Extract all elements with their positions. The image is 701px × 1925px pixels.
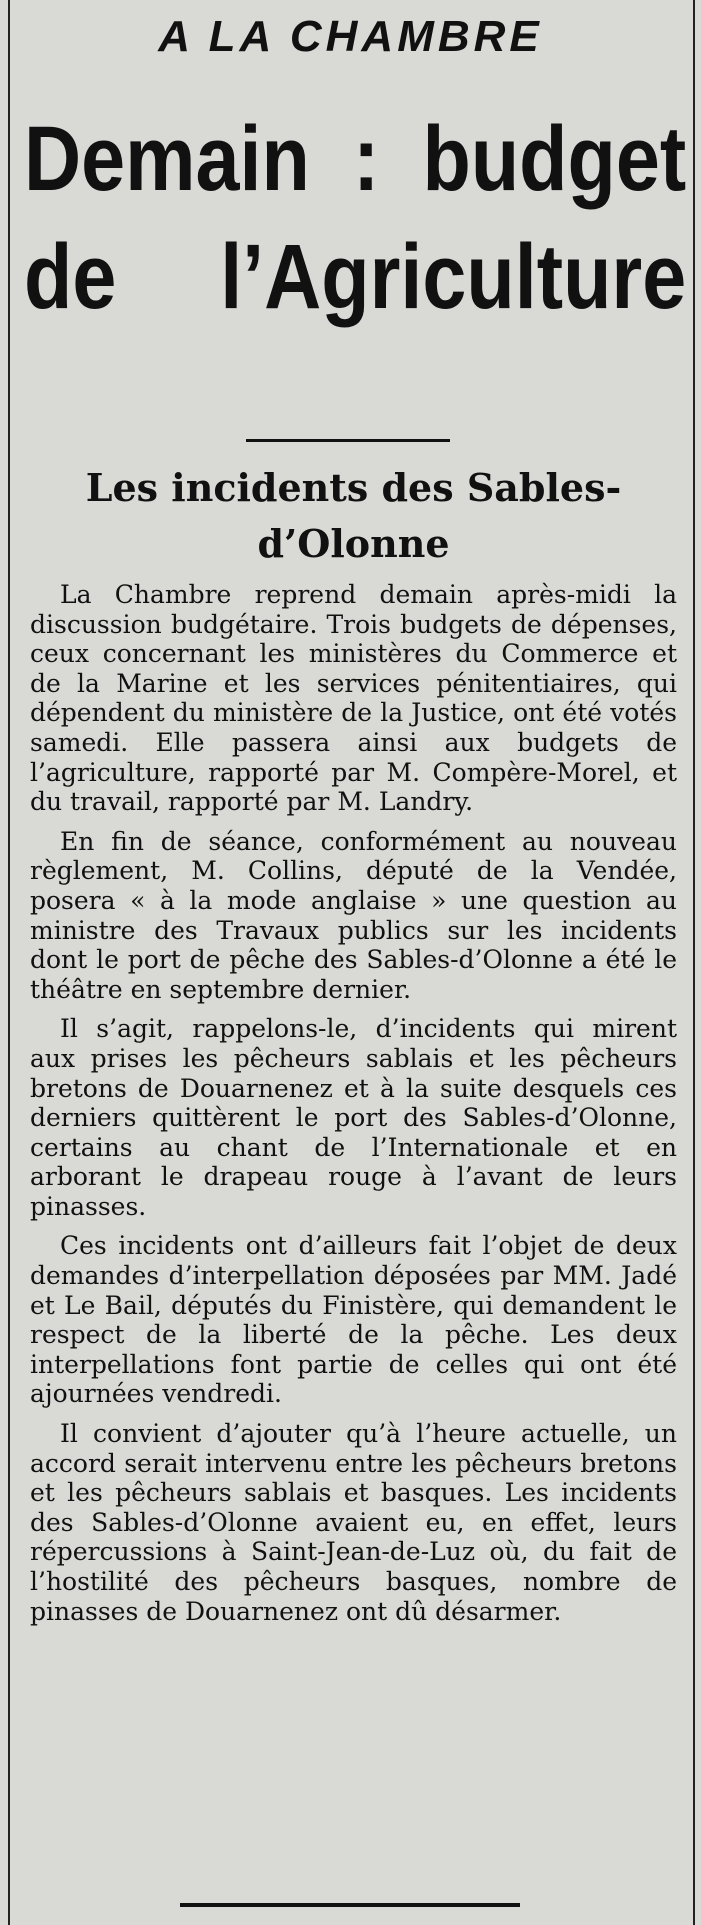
subheadline: Les incidents des Sables-d’Olonne	[85, 465, 622, 566]
paragraph: Il s’agit, rappelons-le, d’incidents qui mirent aux prises les pêcheurs sablais et les pêcheurs bretons de Douarnenez et à la suite desquels ces derniers quittèrent le port des Sables-d’Olonne, certains au chant de l’Internationale et en arborant le drapeau rouge à l’avant de leurs pinasses.	[30, 1014, 677, 1221]
paragraph: Ces incidents ont d’ailleurs fait l’objet de deux demandes d’interpellation déposées par MM. Jadé et Le Bail, députés du Finistère, qui demandent le respect de la liberté de la pêche. Les deux interpellations font partie de celles qui ont été ajournées vendredi.	[30, 1231, 677, 1409]
headline-line-1: Demain : budget	[24, 108, 687, 210]
paragraph: Il convient d’ajouter qu’à l’heure actuelle, un accord serait intervenu entre les pêcheurs bretons et les pêcheurs sablais et basques. Les incidents des Sables-d’Olonne avaient eu, en effet, leurs répercussions à Saint-Jean-de-Luz où, du fait de l’hostilité des pêcheurs basques, nombre de pinasses de Douarnenez ont dû désarmer.	[30, 1419, 677, 1626]
paragraph: La Chambre reprend demain après-midi la discussion budgétaire. Trois budgets de dépenses, ceux concernant les ministères du Commerce et de la Marine et les services pénitentiaires, qui dépendent du ministère de la Justice, ont été votés samedi. Elle passera ainsi aux budgets de l’agriculture, rapporté par M. Compère-Morel, et du travail, rapporté par M. Landry.	[30, 580, 677, 817]
column-rule-right	[693, 0, 695, 1925]
end-rule	[180, 1903, 520, 1907]
headline-divider	[246, 439, 450, 442]
section-kicker: A LA CHAMBRE	[158, 12, 543, 61]
column-rule-left	[8, 0, 10, 1925]
paragraph: En fin de séance, conformément au nouveau règlement, M. Collins, député de la Vendée, posera « à la mode anglaise » une question au ministre des Travaux publics sur les incidents dont le port de pêche des Sables-d’Olonne a été le théâtre en septembre dernier.	[30, 826, 677, 1004]
headline	[24, 100, 686, 336]
headline-line-2: de l’Agriculture	[24, 226, 687, 328]
article-body	[30, 580, 677, 1636]
